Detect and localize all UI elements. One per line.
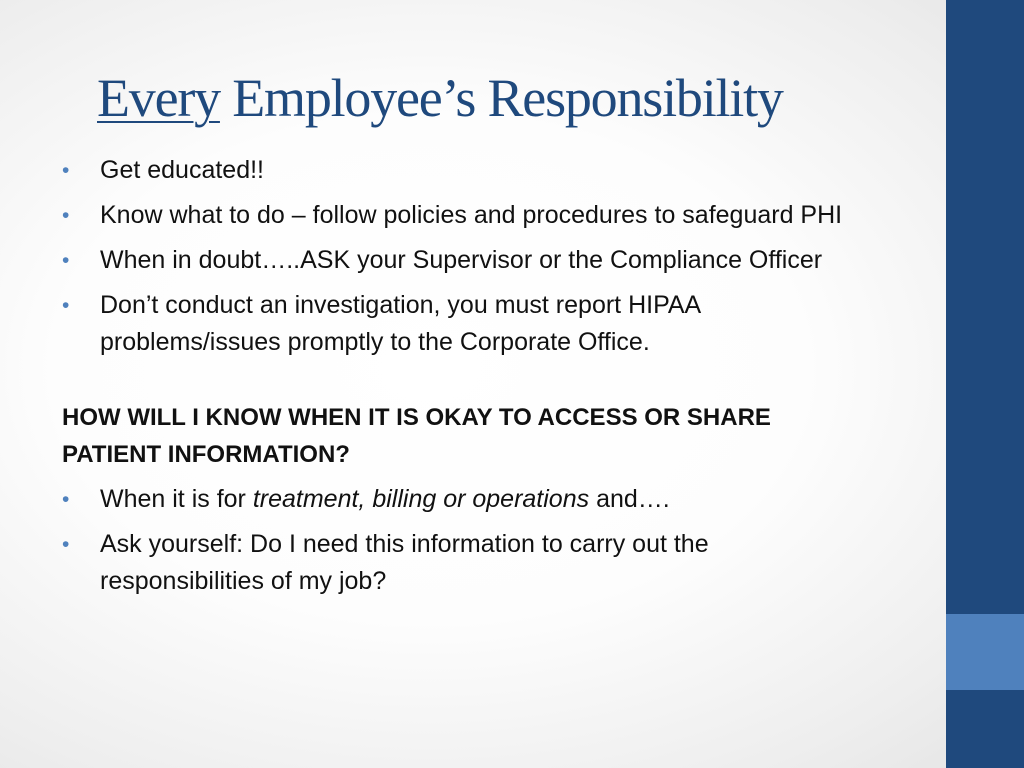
list-item (62, 526, 852, 600)
bullet-icon: • (62, 533, 70, 556)
list-item-text: When in doubt…..ASK your Supervisor or the Compliance Officer (100, 246, 823, 274)
list-item (62, 152, 852, 189)
answer-prefix: When it is for (100, 485, 253, 513)
answer-suffix: and…. (589, 485, 670, 513)
list-item-text: Don’t conduct an investigation, you must report HIPAA problems/issues promptly to the Corporate Office. (100, 291, 700, 356)
list-item (62, 197, 852, 234)
slide-title (97, 66, 783, 130)
list-item-text: Get educated!! (100, 156, 265, 184)
responsibility-list (62, 152, 852, 361)
list-item-text (100, 485, 670, 513)
bullet-icon: • (62, 159, 70, 182)
title-rest: Employee’s Responsibility (219, 68, 783, 128)
sidebar-accent-block (946, 614, 1024, 690)
question-heading: HOW WILL I KNOW WHEN IT IS OKAY TO ACCESS OR SHARE PATIENT INFORMATION? (62, 404, 771, 468)
bullet-icon: • (62, 488, 70, 511)
list-item (62, 242, 852, 279)
list-item-text: Know what to do – follow policies and procedures to safeguard PHI (100, 201, 843, 229)
bullet-icon: • (62, 204, 70, 227)
title-emphasis: Every (97, 68, 220, 128)
answer-emphasis: treatment, billing or operations (252, 485, 590, 513)
list-item (62, 481, 852, 518)
list-item (62, 287, 852, 361)
slide-body (62, 152, 852, 608)
bullet-icon: • (62, 249, 70, 272)
bullet-icon: • (62, 294, 70, 317)
answer-list (62, 481, 852, 600)
list-item-text: Ask yourself: Do I need this information to carry out the responsibilities of my job? (100, 530, 709, 595)
